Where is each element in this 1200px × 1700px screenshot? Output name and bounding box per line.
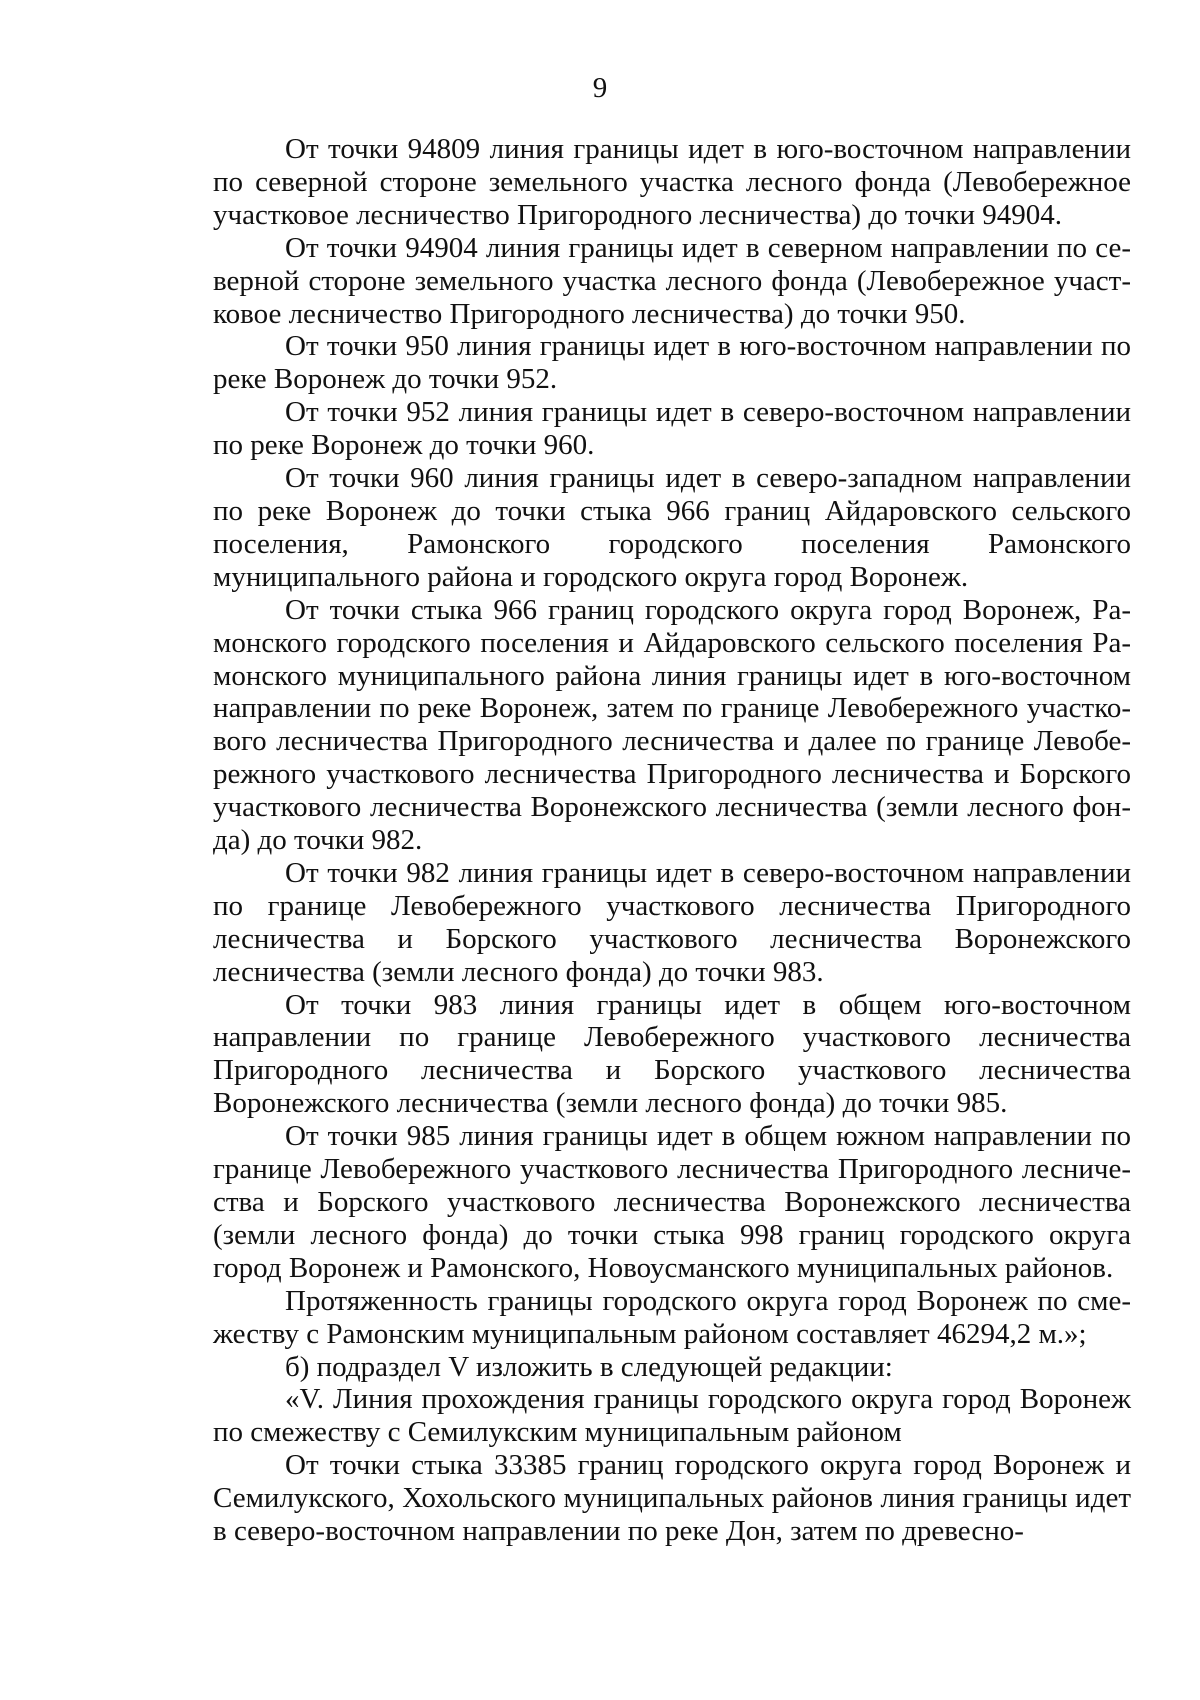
- paragraph: б) подраздел V изложить в следующей редакции:: [285, 1350, 893, 1383]
- paragraph: От точки стыка 33385 границ городского округа город Воронеж и Семилукского, Хохольского муниципальных районов линия границы идет в северо-восточном направлении по реке Дон, затем по древесно-: [213, 1449, 1131, 1548]
- paragraph: От точки 94904 линия границы идет в северном направлении по северной стороне земельного участка лесного фонда (Левобережное участковое лесничество Пригородного лесничества) до точки 950.: [213, 231, 1131, 330]
- paragraph: От точки 94809 линия границы идет в юго-восточном направлении по северной стороне земельного участка лесного фонда (Левобережное участковое лесничество Пригородного лесничества) до точки 94904.: [213, 133, 1131, 231]
- paragraph: От точки 960 линия границы идет в северо-западном направлении по реке Воронеж до точки стыка 966 границ Айдаровского сельского поселения, Рамонского городского поселения Рамонского муниципального района и городского округа город Воронеж.: [213, 462, 1131, 593]
- paragraph: От точки 985 линия границы идет в общем южном направлении по границе Левобережного участкового лесничества Пригородного лесничества и Борского участкового лесничества Воронежского лесничества (земли лесного фонда) до точки стыка 998 границ городского округа город Воронеж и Рамонского, Новоусманского муниципальных районов.: [213, 1120, 1131, 1284]
- page-number: 9: [592, 72, 608, 104]
- paragraph: От точки 982 линия границы идет в северо-восточном направлении по границе Левобережного участкового лесничества Пригородного лесничества и Борского участкового лесничества Воронежского лесничества (земли лесного фонда) до точки 983.: [213, 856, 1131, 988]
- paragraph: От точки стыка 966 границ городского округа город Воронеж, Рамонского городского поселения и Айдаровского сельского поселения Рамонского муниципального района линия границы идет в юго-восточном направлении по реке Воронеж, затем по границе Левобережного участкового лесничества Пригородного лесничества и далее по границе Левобережного участкового лесничества Пригородного лесничества и Борского участкового лесничества Воронежского лесничества (земли лесного фонда) до точки 982.: [213, 593, 1131, 857]
- paragraph: От точки 952 линия границы идет в северо-восточном направлении по реке Воронеж до точки 960.: [213, 396, 1131, 462]
- paragraph: От точки 950 линия границы идет в юго-восточном направлении по реке Воронеж до точки 952.: [213, 330, 1131, 396]
- document-body: [213, 133, 1131, 1548]
- section-heading-paragraph: «V. Линия прохождения границы городского округа город Воронеж по смежеству с Семилукским муниципальным районом: [213, 1383, 1131, 1449]
- paragraph: Протяженность границы городского округа город Воронеж по смежеству с Рамонским муниципальным районом составляет 46294,2 м.»;: [213, 1284, 1131, 1350]
- paragraph: От точки 983 линия границы идет в общем юго-восточном направлении по границе Левобережного участкового лесничества Пригородного лесничества и Борского участкового лесничества Воронежского лесничества (земли лесного фонда) до точки 985.: [213, 988, 1131, 1120]
